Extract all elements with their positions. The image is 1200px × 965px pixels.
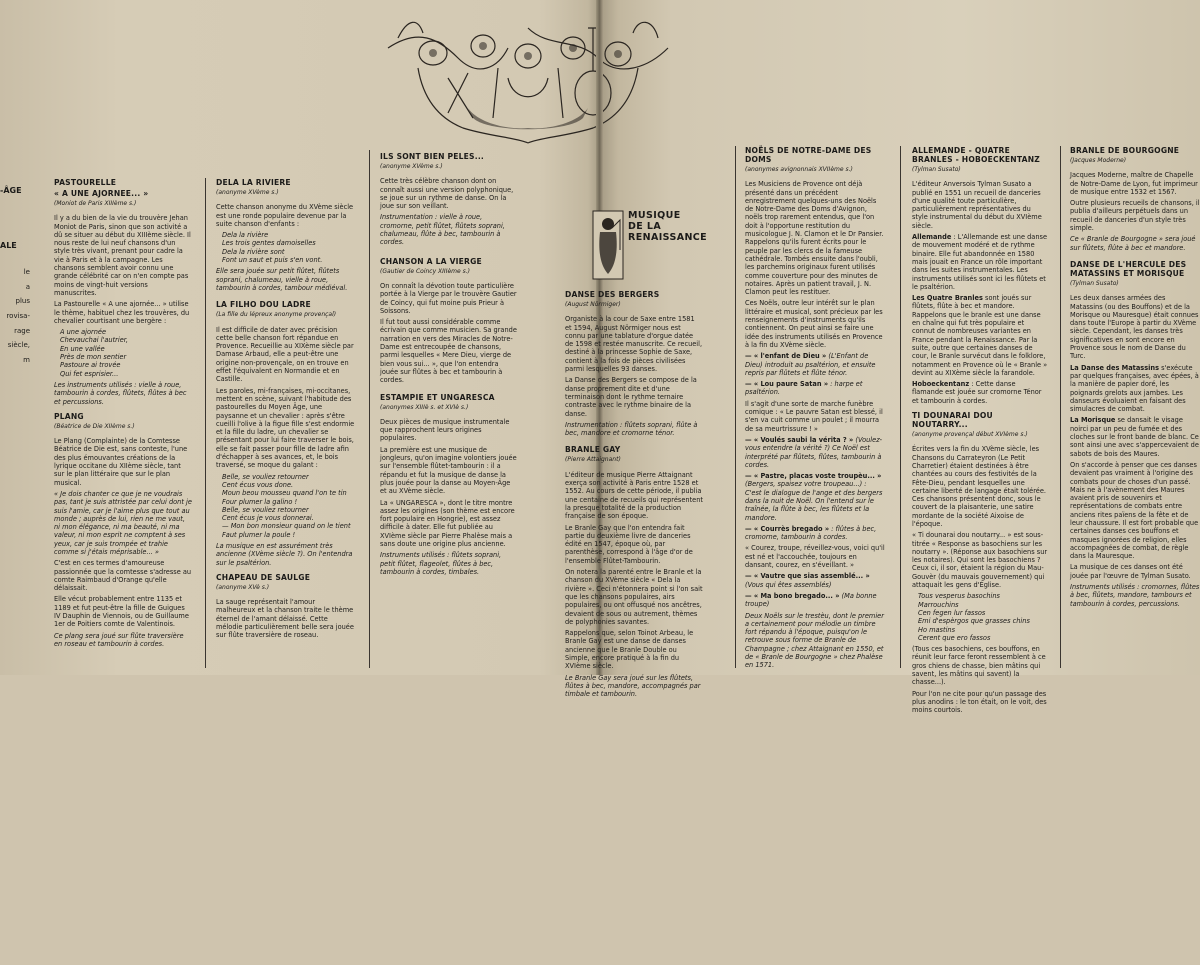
heading-allemande: ALLEMANDE - QUATRE BRANLES - HOBOECKENTANZ [912,146,1040,164]
paragraph: Les instruments utilisés : vielle à roue, tambourin à cordes, flûtets, flûtes à bec et percussions. [54,380,187,406]
paragraph: Il fut tout aussi considérable comme écrivain que comme musicien. Sa grande narration en vers des Miracles de Notre-Dame est entrecoupée de chansons, parmi lesquelles « Mere Dieu, vierge de bien vous sui... », que l'on entendra jouée sur flûtes à bec et tambourin à cordes. [380,318,517,385]
quote: « Je dois chanter ce que je ne voudrais pas, tant je suis attristée par celui dont je suis l'amie, car je l'aime plus que tout au monde ; auprès de lui, rien ne me vaut, ni mon élégance, ni ma beauté, ni ma valeur, ni mon esprit ne comptent à ses yeux, car je suis trompée et trahie comme si j'étais méprisable... » [54,489,192,556]
noel-desc: : flûtes à bec, cromorne, tambourin à cordes. [745,524,877,542]
noel-item [745,572,885,589]
paragraph: Écrites vers la fin du XVème siècle, les Chansons du Carrateyron (Le Petit Charretier) étaient destinées à être chantées au cours des festivités de la Fête-Dieu, pendant lesquelles une certaine liberté de langage était tolérée. Ces chansons présentent donc, sous le couvert de la plaisanterie, une satire mordante de la société Aixoise de l'époque. [912,445,1046,528]
subtitle: (August Nörmiger) [565,301,621,308]
paragraph: Cette chanson anonyme du XVème siècle est une ronde populaire devenue par la suite chanson d'enfants : [216,203,354,228]
subtitle: (anonyme provençal début XVIème s.) [912,431,1028,439]
text: : L'Allemande est une danse de mouvement modéré et de rythme binaire. Elle fut abandonnée en 1580 mais jouait en France un rôle important dans les suites instrumentales. Les instruments utilisés sont ici les flûtets et le psaltérion. [912,233,1048,291]
line: plus [15,297,30,306]
subtitle: (Gautier de Coincy XIIIème s.) [380,267,470,275]
paragraph: Il y a du bien de la vie du trouvère Jehan Moniot de Paris, sinon que son activité a dû se situer au début du XIIIème siècle. Il nous reste de lui neuf chansons d'un style très vivant, prenant pour cadre la vie à Paris et à la campagne. Les chansons semblent avoir connu une grande célébrité car on n'en compte pas moins de vingt-huit versions manuscrites. [54,214,191,297]
column-divider [369,150,370,668]
paragraph: Organiste à la cour de Saxe entre 1581 et 1594, August Nörmiger nous est connu par une tablature d'orgue datée de 1598 et restée manuscrite. Ce recueil, destiné à la princesse Sophie de Saxe, contient à la fois de pièces civilisées parmi lesquelles 93 danses. [565,315,703,374]
heading-dela-la-riviere: DELA LA RIVIERE [216,178,291,187]
paragraph: Elle vécut probablement entre 1135 et 1189 et fut peut-être la fille de Guigues IV Dauphin de Viennois, ou de Guillaume 1er de Poitiers comte de Valentinois. [54,595,189,629]
column-5 [745,146,885,821]
paragraph: Cette très célèbre chanson dont on connaît aussi une version polyphonique, se joue sur un rythme de danse. On la joue sur son veillant. [380,177,514,211]
paragraph: La Danse des Bergers se compose de la danse proprement dite et d'une terminaison dont le rythme ternaire contraste avec le rythme binaire de la danse. [565,376,697,418]
subtitle: (anonyme XVème s.) [216,189,279,196]
paragraph: C'est en ces termes d'amoureuse passionnée que la comtesse s'adresse au comte Raimbaud d'Orange qu'elle délaissait. [54,559,192,593]
paragraph: Instrumentation : flûtets soprani, flûte à bec, mandore et cromorne ténor. [565,420,698,438]
paragraph: La Pastourelle « A une ajornée... » utilise le thème, habituel chez les trouvères, du chevalier courtisant une bergère : [54,300,190,325]
subtitle: (anonymes avignonnais XVIIème s.) [745,166,853,173]
paragraph: On notera la parenté entre le Branle et la chanson du XVème siècle « Dela la rivière ». Ceci n'étonnera point si l'on sait que les chansons populaires, airs populaires, ou ont offusqué nos ancêtres, devaient de sous ou autrement, thèmes de polyphonies savantes. [565,568,703,626]
verse: Belle, se vouliez retourner Cent écus vous done. Moun beou mousseu quand l'on te tin Four plumer la galino ! Belle, se vouliez retourner Cent écus je vous donnerai. — Mon bon monsieur quand on le tient Faut plumer la poule ! [222,472,351,539]
lead: La Morisque [1070,416,1116,425]
noel-title: — « Vautre que sias assemblé... » [745,572,870,581]
paragraph: Instrumentation : vielle à roue, cromorne, petit flûtet, flûtets soprani, chalumeau, flûte à bec, tambourin à cordes. [380,213,505,247]
lead: Allemande [912,233,952,242]
line: -ÂGE [0,186,22,195]
paragraph: Elle sera jouée sur petit flûtet, flûtets soprani, chalumeau, vielle à roue, tambourin à cordes, tambour médiéval. [216,267,348,292]
paragraph: La musique en est assurément très ancienne (XVème siècle ?). On l'entendra sur le psaltérion. [216,541,353,567]
subtitle: (Pierre Attaignant) [565,456,621,464]
subtitle: (Moniot de Paris XIIIème s.) [54,200,137,207]
heading-a-une-ajornee: « A UNE AJORNEE... » [54,189,149,198]
column-divider [900,146,901,668]
paragraph: Ces Noëls, outre leur intérêt sur le plan littéraire et musical, sont précieux par les renseignements d'instruments qu'ils contiennent. On peut ainsi se faire une idée des instruments utilisés en Provence à la fin du XVème siècle. [745,299,883,349]
noel-desc: : harpe et psaltérion. [745,380,863,397]
paragraph: (Tous ces basochiens, ces bouffons, en réunit leur farce feront ressemblent à ce gros chiens de chasse, bien mâtins qui savent, les mâtins qui savent) la chasse...). [912,645,1046,687]
paragraph: Instruments utilisés : flûtets soprani, petit flûtet, flageolet, flûtes à bec, tambourin à cordes, timbales. [380,551,502,576]
text: sont joués sur flûtets, flûte à bec et mandore. Rappelons que le branle est une danse en chaîne qui fut très populaire et connut de nombreuses variantes en France pendant la Renaissance. Par la suite, outre que certaines danses de cour, le Branle survécut dans le folklore, notamment en Provence où le « Branle » devint au XIXème siècle la farandole. [912,294,1048,377]
noel-desc: (Ma bonne troupe) [745,591,877,609]
heading-plang: PLANG [54,411,84,421]
paragraph: La « UNGARESCA », dont le titre montre assez les origines (son thème est encore fort populaire en Hongrie), est assez difficile à dater. Elle fut publiée au XVIème siècle par Pierre Phalèse mais a sans doute une origine plus ancienne. [380,498,515,548]
heading-estampie-et-ungaresca: ESTAMPIE ET UNGARESCA [380,392,495,402]
paragraph: Deux pièces de musique instrumentale que rapprochent leurs origines populaires. [380,417,510,443]
subtitle: (La fille du lépreux anonyme provençal) [216,311,337,319]
paragraph: Rappelons que, selon Toinot Arbeau, le Branle Gay est une danse de danses ancienne que le Branle Double ou Simple, encore pratiqué à la fin du XVIème siècle. [565,629,694,671]
column-divider [1060,146,1061,668]
heading-branle-gay: BRANLE GAY [565,445,621,455]
line: siècle, [7,341,30,350]
paragraph: Les Musiciens de Provence ont déjà présenté dans un précédent enregistrement quelques-uns des Noëls de Notre-Dame des Doms d'Avignon, noëls trop rarement entendus, que l'on doit à l'opportune restitution du musicologue J. N. Clamon et le Dr Pansier. Rappelons qu'ils furent écrits pour le peuple par les clercs de la fameuse cathédrale. Tombés ensuite dans l'oubli, les parchemins originaux furent utilisés comme couverture pour des minutes de notaires. Après un patient travail, J. N. Clamon peut les restituer. [745,180,884,297]
noel-title: — « Pastre, placas voste troupèu... » [745,472,882,481]
heading-chanson-a-la-vierge: CHANSON A LA VIERGE [380,256,482,266]
heading-noels: NOËLS DE NOTRE-DAME DES DOMS [745,146,872,164]
column-0 [0,140,30,815]
paragraph: Les deux danses armées des Matassins (ou des Bouffons) et de la Morisque ou Mauresque) était connues dans toute l'Europe à partir du XVème siècle. Cependant, les danses très significatives en sont encore en Provence sous le nom de Danse du Turc. [1070,294,1199,361]
paragraph [912,380,1048,405]
paragraph: L'éditeur Anversois Tylman Susato a publié en 1551 un recueil de danceries d'une qualité toute particulière, particulièrement représentatives du style instrumental du début du XVIème siècle. [912,180,1042,230]
paragraph: « Ti dounarai dou noutarry... » est sous-titrée « Response as basochiens sur les noutarry ». (Réponse aux basochiens sur les notaires). Qui sont les basochiens ? Ceux ci, il sor, étaient la région du Mau-Gouvèr (du mauvais gouvernement) qui attaquait les gens d'Église. [912,531,1048,590]
paragraph: La musique de ces danses ont été jouée par l'œuvre de Tylman Susato. [1070,563,1191,580]
paragraph: Ce plang sera joué sur flûte traversière en roseau et tambourin à cordes. [54,631,184,648]
line: a [25,282,30,291]
noel-desc: (Voulez-vous entendre la vérité ?) Ce Noël est interprété par flûtets, flûtes, tambourin à cordes. [745,435,883,469]
paragraph: Le Branle Gay que l'on entendra fait partie du deuxième livre de danceries édité en 1547, époque où, par parenthèse, correspond à l'âge d'or de l'ensemble Flûtet-Tambourin. [565,523,693,565]
heading-chapeau-de-saulge: CHAPEAU DE SAULGE [216,572,311,582]
paragraph: Il s'agit d'une sorte de marche funèbre comique : « Le pauvre Satan est blessé, il s'en va cuit comme un poulet ; il mourra de sa meurtrissure ! » [745,399,883,433]
column-4 [565,290,703,965]
line: ALE [0,240,17,250]
column-3 [380,152,518,827]
harpist-emblem [592,210,624,280]
noel-title: — « l'enfant de Dieu » [745,352,827,361]
heading-danse-de-l-hercule: DANSE DE L'HERCULE DES MATASSINS ET MORISQUE [1070,259,1187,278]
verse: A une ajornée Chevauchai l'autrier, En une vallée Près de mon sentier Pastoure ai trovée Qui fet esprisier... [60,328,128,378]
paragraph: Deux Noëls sur le trestèu, dont le premier a certainement pour mélodie un timbre fort répandu à l'époque, puisqu'on le retrouve sous forme de Branle de Champagne ; chez Attaignant en 1550, et de « Branle de Bourgogne » chez Phalèse en 1571. [745,611,884,670]
subtitle: (anonyme XVè s.) [216,583,270,591]
paragraph: Il est difficile de dater avec précision cette belle chanson fort répandue en Provence. Recueillie au XIXème siècle par Damase Arbaud, elle a peut-être une origine non-provençale, on en trouve en effet l'équivalent en Normandie et en Castille. [216,325,354,384]
line: rage [14,326,30,335]
heading-ils-sont-bien-peles: ILS SONT BIEN PELES... [380,152,484,161]
paragraph: L'éditeur de musique Pierre Attaignant exerça son activité à Paris entre 1528 et 1552. Au cours de cette période, il publia une centaine de recueils qui représentent la presque totalité de la production française de son époque. [565,470,703,521]
paragraph: « Courez, troupe, réveillez-vous, voici qu'il est né et l'accouchée, toujours en dansant, courez, en s'éveillant. » [745,544,885,570]
lead: Hoboeckentanz [912,380,970,389]
noel-item [745,436,885,469]
subtitle: (anonyme XVème s.) [380,163,443,170]
paragraph: On s'accorde à penser que ces danses devaient pas vraiment à l'origine des combats pour de choses d'un passé. Mais ne à l'avènement des Maures avaient pris de souvenirs et représentations de combats entre anciens rites païens de la fête et de leur chaussure. Il est fort probable que certaines danses ces bouffons et masques ignorées de religion, elles accompagnées de combat, de règle dans la Mauresque. [1070,460,1199,561]
column-7 [1070,146,1200,821]
line: m [23,355,30,364]
paragraph: Les paroles, mi-françaises, mi-occitanes, mettent en scène, suivant l'habitude des pastourelles du Moyen Âge, une paysanne et un chevalier : après s'être cueilli l'olive à la figue fille s'est endormie et la fille du ladre, un chevalier se présentant pour lui faire traverser le bois, elle se fait passer pour fille de ladre afin d'échapper à ses avances, et, le bois traversé, se moque du galant : [216,386,355,470]
subtitle: (anonymes XIIIè s. et XVIè s.) [380,403,469,411]
lead: La Danse des Matassins [1070,363,1160,372]
noel-item [745,592,885,609]
noel-item [745,352,885,377]
paragraph [912,294,1048,377]
noel-desc: (Bergers, spaisez votre troupeau...) : C'est le dialogue de l'ange et des bergers dans la nuit de Noël. On l'entend sur le traînée, la flûte à bec, les flûtets et la mandore. [745,480,883,522]
subtitle: (Tylman Susato) [912,166,961,173]
paragraph: Le Branle Gay sera joué sur les flûtets, flûtes à bec, mandore, accompagnés par timbale et tambourin. [565,673,701,699]
paragraph: La première est une musique de jongleurs, qu'on imagine volontiers jouée sur l'ensemble flûtet-tambourin : il a répandu et fut la musique de danse la plus jouée pour la danse au Moyen-Âge et au XVème siècle. [380,445,517,496]
subtitle: (Tylman Susato) [1070,279,1119,287]
paragraph [1070,364,1200,414]
noel-title: — « Courrès bregado » [745,524,830,533]
verse: Dela la rivière Les trois gentes damoiselles Dela la rivière sont Font un saut et puis s'en vont. [222,231,323,265]
column-divider [205,178,206,668]
paragraph: Jacques Moderne, maître de Chapelle de Notre-Dame de Lyon, fut imprimeur de musique entre 1532 et 1567. [1070,171,1198,196]
paragraph: La sauge représentait l'amour malheureux et la chanson traite le thème éternel de l'amant délaissé. Cette mélodie particulièrement belle sera jouée sur flûte traversière de roseau. [216,598,354,640]
paragraph [912,233,1048,291]
heading-ti-dounarai: TI DOUNARAI DOU NOUTARRY... [912,411,993,430]
line: rovisa- [6,311,30,320]
section-title: MUSIQUE DE LA RENAISSANCE [628,210,708,243]
noel-desc: (L'Enfant de Dieu) introduit au psaltérion, et ensuite repris par flûtets et flûte ténor. [745,352,876,377]
line: le [23,268,30,277]
subtitle: (Béatrice de Die XIIème s.) [54,422,135,430]
noel-desc: (Vous qui êtes assemblés) [745,580,832,589]
paragraph [1070,416,1200,457]
paragraph: Pour l'on ne cite pour qu'un passage des plus anodins : le ton était, on le voit, des moins courtois. [912,689,1047,715]
paragraph: On connaît la dévotion toute particulière portée à la Vierge par le trouvère Gautier de Coincy, qui fut moine puis Prieur à Soissons. [380,281,517,315]
noel-item [745,525,885,542]
column-2 [216,178,356,853]
section-title-block [592,210,722,282]
subtitle: (Jacques Moderne) [1070,157,1127,164]
column-1 [54,178,192,853]
noel-item [745,472,885,522]
text: se dansait le visage noirci par un peu de fumée et des cloches sur le front bande de blanc. Ce sont ainsi une avec s'appercevaient de sabots de bois des Maures. [1070,416,1199,458]
column-6 [912,146,1048,821]
heading-la-filho-dou-ladre: LA FILHO DOU LADRE [216,300,311,310]
noel-item [745,380,885,397]
paragraph: Le Plang (Complainte) de la Comtesse Béatrice de Die est, sans conteste, l'une des plus émouvantes créations de la lyrique occitane du XIIème siècle, tant sur le plan littéraire que sur le plan musical. [54,437,188,487]
heading-pastourelle: PASTOURELLE [54,178,117,187]
noel-title: — « Ma bono bregado... » [745,591,840,600]
text: s'exécute par quelques françaises, avec épées, à la manière de papier doré, les poignards grelots aux jambes. Les danseurs évoluaient en faisant des simulacres de combat. [1070,363,1199,414]
paragraph: Instruments utilisés : cromornes, flûtes à bec, flûtets, mandore, tambours et tambourin à cordes, percussions. [1070,583,1200,608]
paragraph: Outre plusieurs recueils de chansons, il publia d'ailleurs perpétuels dans un recueil de danceries d'un style très simple. [1070,199,1200,233]
lead: Les Quatre Branles [912,294,983,303]
noel-title: — « Voulés saubi la vérita ? » [745,435,854,444]
verse: Tous vesperus basochins Marrouchins Cen fegen lur fassos Emi d'espèrgos que grasses chins Ho mastins Cerent que ero fassos [918,592,1030,642]
paragraph: Ce « Branle de Bourgogne » sera joué sur flûtets, flûte à bec et mandore. [1070,235,1196,252]
angel-musicians-engraving [378,8,678,148]
text: : Cette danse flamande est jouée sur cromorne Ténor et tambourin à cordes. [912,380,1042,405]
heading-branle-de-bourgogne: BRANLE DE BOURGOGNE [1070,146,1180,155]
noel-title: — « Lou paure Satan » [745,380,829,389]
heading-danse-des-bergers: DANSE DES BERGERS [565,290,660,299]
column-divider [735,146,736,668]
